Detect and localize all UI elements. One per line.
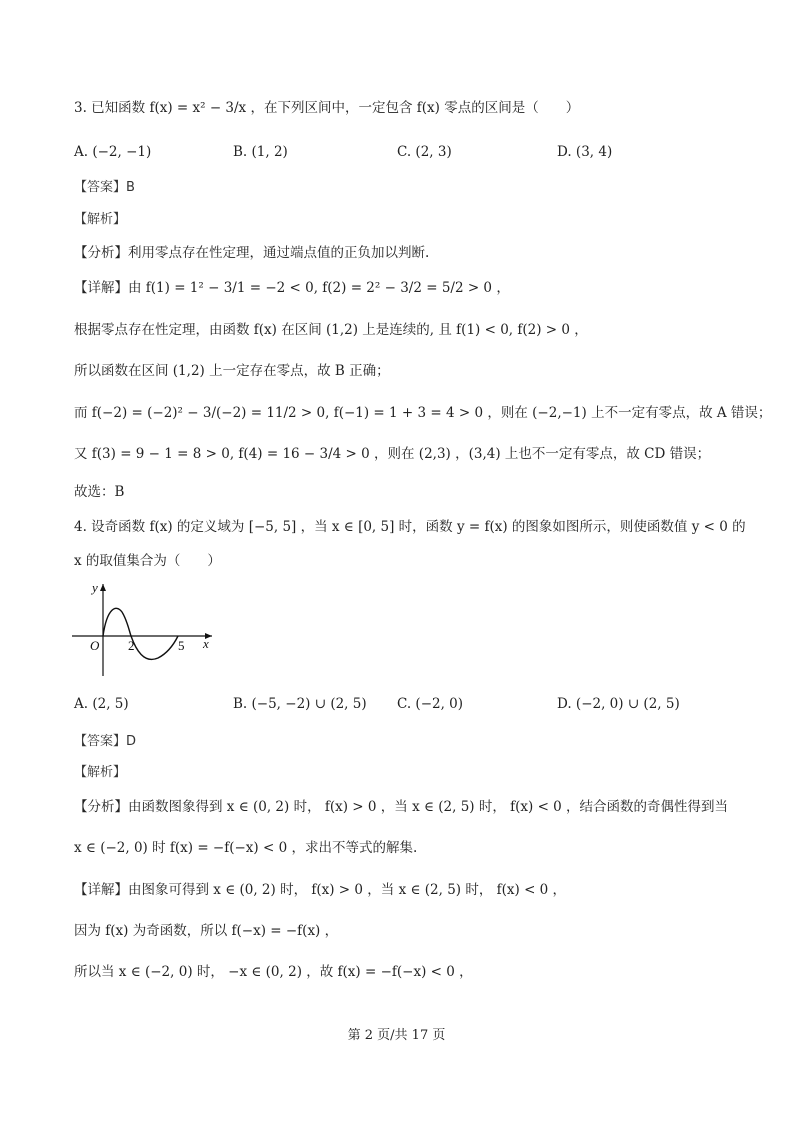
- q3-detail-line-4: 而 f(−2) = (−2)² − 3/(−2) = 11/2 > 0, f(−1) = 1 + 3 = 4 > 0 ，则在 (−2,−1) 上不一定有零点，故 A 错误；: [74, 405, 772, 421]
- q3-stem: 3. 已知函数 f(x) = x² − 3/x ，在下列区间中，一定包含 f(x) 零点的区间是（ ）: [74, 100, 580, 116]
- q4-detail-line-2: 因为 f(x) 为奇函数，所以 f(−x) = −f(x) ，: [74, 923, 339, 939]
- q4-fenxi-line-1: 【分析】由函数图象得到 x ∈ (0, 2) 时， f(x) > 0 ，当 x ∈ (2, 5) 时， f(x) < 0 ，结合函数的奇偶性得到当: [74, 799, 729, 815]
- q4-option-d: D. (−2, 0) ∪ (2, 5): [557, 696, 680, 712]
- q4-fenxi-line-2: x ∈ (−2, 0) 时 f(x) = −f(−x) < 0 ，求出不等式的解集.: [74, 840, 418, 856]
- q3-detail-line-1: 【详解】由 f(1) = 1² − 3/1 = −2 < 0, f(2) = 2² − 3/2 = 5/2 > 0 ，: [74, 280, 510, 296]
- q4-analysis-heading: 【解析】: [74, 765, 127, 780]
- q3-detail-line-2: 根据零点存在性定理，由函数 f(x) 在区间 (1,2) 上是连续的, 且 f(1) < 0, f(2) > 0 ，: [74, 322, 588, 338]
- q3-detail-line-5: 又 f(3) = 9 − 1 = 8 > 0, f(4) = 16 − 3/4 > 0 ，则在 (2,3) ，(3,4) 上也不一定有零点，故 CD 错误；: [74, 446, 711, 462]
- q4-detail-line-1: 【详解】由图象可得到 x ∈ (0, 2) 时， f(x) > 0 ，当 x ∈ (2, 5) 时， f(x) < 0 ，: [74, 882, 567, 898]
- y-axis-arrow: [100, 584, 106, 591]
- origin-label: O: [90, 638, 100, 653]
- q3-option-d: D. (3, 4): [557, 144, 613, 160]
- q3-option-c: C. (2, 3): [397, 144, 452, 160]
- page-footer: 第 2 页/共 17 页: [347, 1028, 446, 1043]
- q3-option-a: A. (−2, −1): [74, 144, 152, 160]
- tick-label-5: 5: [178, 638, 185, 653]
- q4-detail-line-3: 所以当 x ∈ (−2, 0) 时， −x ∈ (0, 2) ，故 f(x) = −f(−x) < 0 ，: [74, 964, 473, 980]
- q3-option-b: B. (1, 2): [233, 144, 288, 160]
- tick-label-2: 2: [128, 638, 135, 653]
- q3-analysis-heading: 【解析】: [74, 212, 127, 227]
- q4-stem-line-2: x 的取值集合为（ ）: [74, 553, 221, 569]
- q4-stem-line-1: 4. 设奇函数 f(x) 的定义域为 [−5, 5] ，当 x ∈ [0, 5] 时，函数 y = f(x) 的图象如图所示，则使函数值 y < 0 的: [74, 519, 746, 535]
- q4-option-a: A. (2, 5): [74, 696, 129, 712]
- q4-answer: 【答案】D: [74, 734, 137, 749]
- y-axis-label: y: [92, 580, 98, 595]
- q4-option-b: B. (−5, −2) ∪ (2, 5): [233, 696, 367, 712]
- q4-option-c: C. (−2, 0): [397, 696, 464, 712]
- q3-answer: 【答案】B: [74, 180, 135, 195]
- function-curve: [103, 608, 178, 659]
- q3-detail-line-3: 所以函数在区间 (1,2) 上一定存在零点，故 B 正确；: [74, 363, 390, 379]
- x-axis-label: x: [203, 636, 209, 651]
- function-graph: [66, 578, 216, 678]
- q3-fenxi: 【分析】利用零点存在性定理，通过端点值的正负加以判断.: [74, 245, 430, 261]
- q3-conclusion: 故选：B: [74, 484, 125, 500]
